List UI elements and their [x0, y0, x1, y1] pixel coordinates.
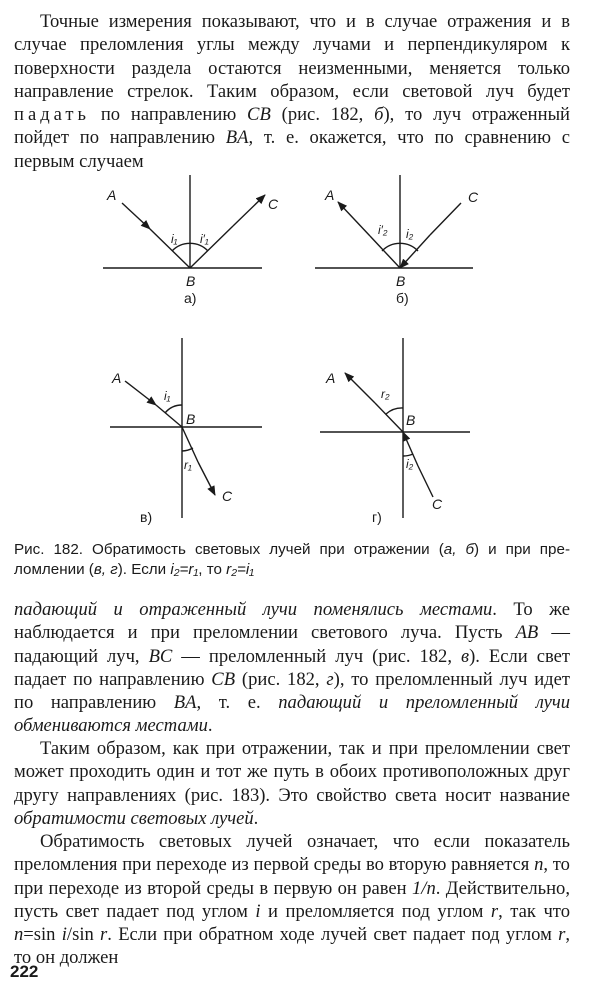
- paragraph-3: Таким образом, как при отражении, так и при преломлении свет может проходить один и тот же путь в обоих противоположных друг другу направлениях (рис. 183). Это свойство света носит название обратимости световых лучей.: [14, 738, 570, 829]
- diagram-b: [315, 175, 473, 268]
- label-a-C: C: [268, 196, 279, 212]
- label-a-panel: а): [184, 290, 197, 306]
- label-d-angle-2: i₂: [406, 457, 414, 471]
- label-b-C: C: [468, 189, 479, 205]
- label-d-C: C: [432, 496, 443, 512]
- label-a-angle-2: i′₁: [200, 232, 209, 246]
- label-c-C: C: [222, 488, 233, 504]
- label-c-angle-2: r₁: [184, 458, 192, 472]
- label-b-A: A: [325, 187, 335, 203]
- figure-caption: Рис. 182. Обратимость световых лучей при отражении (а, б) и при преломлении (в, г). Если i₂=r₁, то r₂=i₁: [14, 541, 570, 578]
- label-c-panel: в): [140, 509, 153, 525]
- label-b-panel: б): [396, 290, 409, 306]
- paragraph-4: Обратимость световых лучей означает, что если показатель преломления при переходе из первой среды во вторую равняется n, то при переходе из второй среды в первую он равен 1/n. Действительно, пусть свет падает под углом i и преломляется под углом r, так что n=sin i/sin r. Если при обратном ходе лучей свет падает под углом r, то он должен: [14, 831, 570, 969]
- label-a-A: A: [107, 187, 117, 203]
- paragraph-2: падающий и отраженный лучи поменялись местами. То же наблюдается и при преломлении светового луча. Пусть AB — падающий луч, BC — преломленный луч (рис. 182, в). Если свет падает по направлению CB (рис. 182, г), то преломленный луч идет по направлению BA, т. е. падающий и преломленный лучи обмениваются местами.: [14, 599, 571, 737]
- label-b-angle-1: i′₂: [378, 223, 388, 237]
- label-d-A: A: [326, 370, 336, 386]
- label-c-angle-1: i₁: [164, 389, 171, 403]
- diagram-a: [103, 175, 265, 268]
- label-b-B: B: [396, 273, 406, 289]
- label-d-angle-1: r₂: [381, 387, 390, 401]
- label-d-panel: г): [372, 509, 382, 525]
- label-c-B: B: [186, 411, 196, 427]
- label-a-angle-1: i₁: [171, 232, 178, 246]
- label-c-A: A: [112, 370, 122, 386]
- diagram-c: [110, 338, 262, 518]
- paragraph-1: Точные измерения показывают, что и в случае отражения и в случае преломления углы между лучами и перпендикуляром к поверхности раздела остаются неизменными, меняется только направление стрелок. Таким образом, если световой луч будет падать по направлению CB (рис. 182, б), то луч отраженный пойдет по направлению BA, т. е. окажется, что по сравнению с первым случаем: [14, 11, 571, 172]
- diagram-d: [320, 338, 470, 518]
- page-number: 222: [10, 962, 39, 981]
- label-b-angle-2: i₂: [406, 227, 414, 241]
- label-a-B: B: [186, 273, 196, 289]
- label-d-B: B: [406, 412, 416, 428]
